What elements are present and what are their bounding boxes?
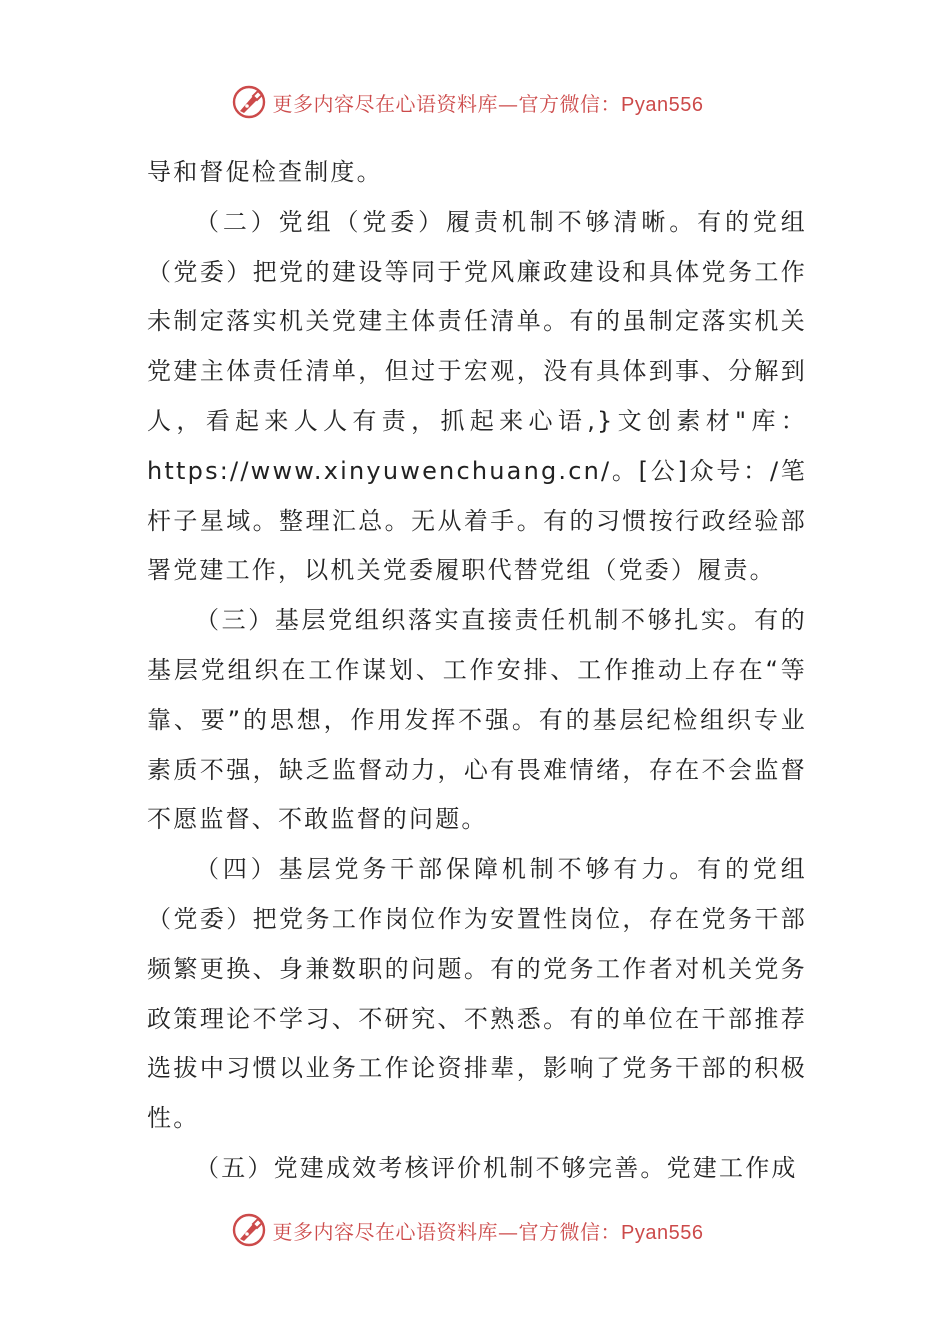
footer-banner: [0, 1210, 950, 1250]
footer-banner-handle: Pyan556: [621, 1221, 704, 1244]
pen-nib-logo-icon: [231, 84, 267, 120]
paragraph-section-3: （三）基层党组织落实直接责任机制不够扎实。有的基层党组织在工作谋划、工作安排、工作推动上存在“等靠、要”的思想，作用发挥不强。有的基层纪检组织专业素质不强，缺乏监督动力，心有畏难情绪，存在不会监督不愿监督、不敢监督的问题。: [147, 606, 807, 834]
header-banner-text: 更多内容尽在心语资料库—官方微信：Pyan556: [272, 91, 704, 116]
paragraph-section-2: （二）党组（党委）履责机制不够清晰。有的党组（党委）把党的建设等同于党风廉政建设和具体党务工作未制定落实机关党建主体责任清单。有的虽制定落实机关党建主体责任清单，但过于宏观，没有具体到事、分解到人，看起来人人有责，抓起来心语,}文创素材"库：https://www.xinyuwenchuang.cn/。[公]众号：/笔杆子星域。整理汇总。无从着手。有的习惯按行政经验部署党建工作，以机关党委履职代替党组（党委）履责。: [147, 207, 807, 585]
paragraph-section-5: （五）党建成效考核评价机制不够完善。党建工作成: [195, 1153, 798, 1182]
pen-nib-logo-icon: [231, 1212, 267, 1248]
footer-banner-text: 更多内容尽在心语资料库—官方微信：Pyan556: [272, 1219, 704, 1244]
header-banner: [0, 82, 950, 122]
document-body: [147, 148, 807, 1194]
header-banner-handle: Pyan556: [621, 93, 704, 116]
paragraph-continuation: 导和督促检查制度。: [147, 158, 383, 186]
paragraph-section-4: （四）基层党务干部保障机制不够有力。有的党组（党委）把党务工作岗位作为安置性岗位，存在党务干部频繁更换、身兼数职的问题。有的党务工作者对机关党务政策理论不学习、不研究、不熟悉。有的单位在干部推荐选拔中习惯以业务工作论资排辈，影响了党务干部的积极性。: [147, 855, 807, 1133]
